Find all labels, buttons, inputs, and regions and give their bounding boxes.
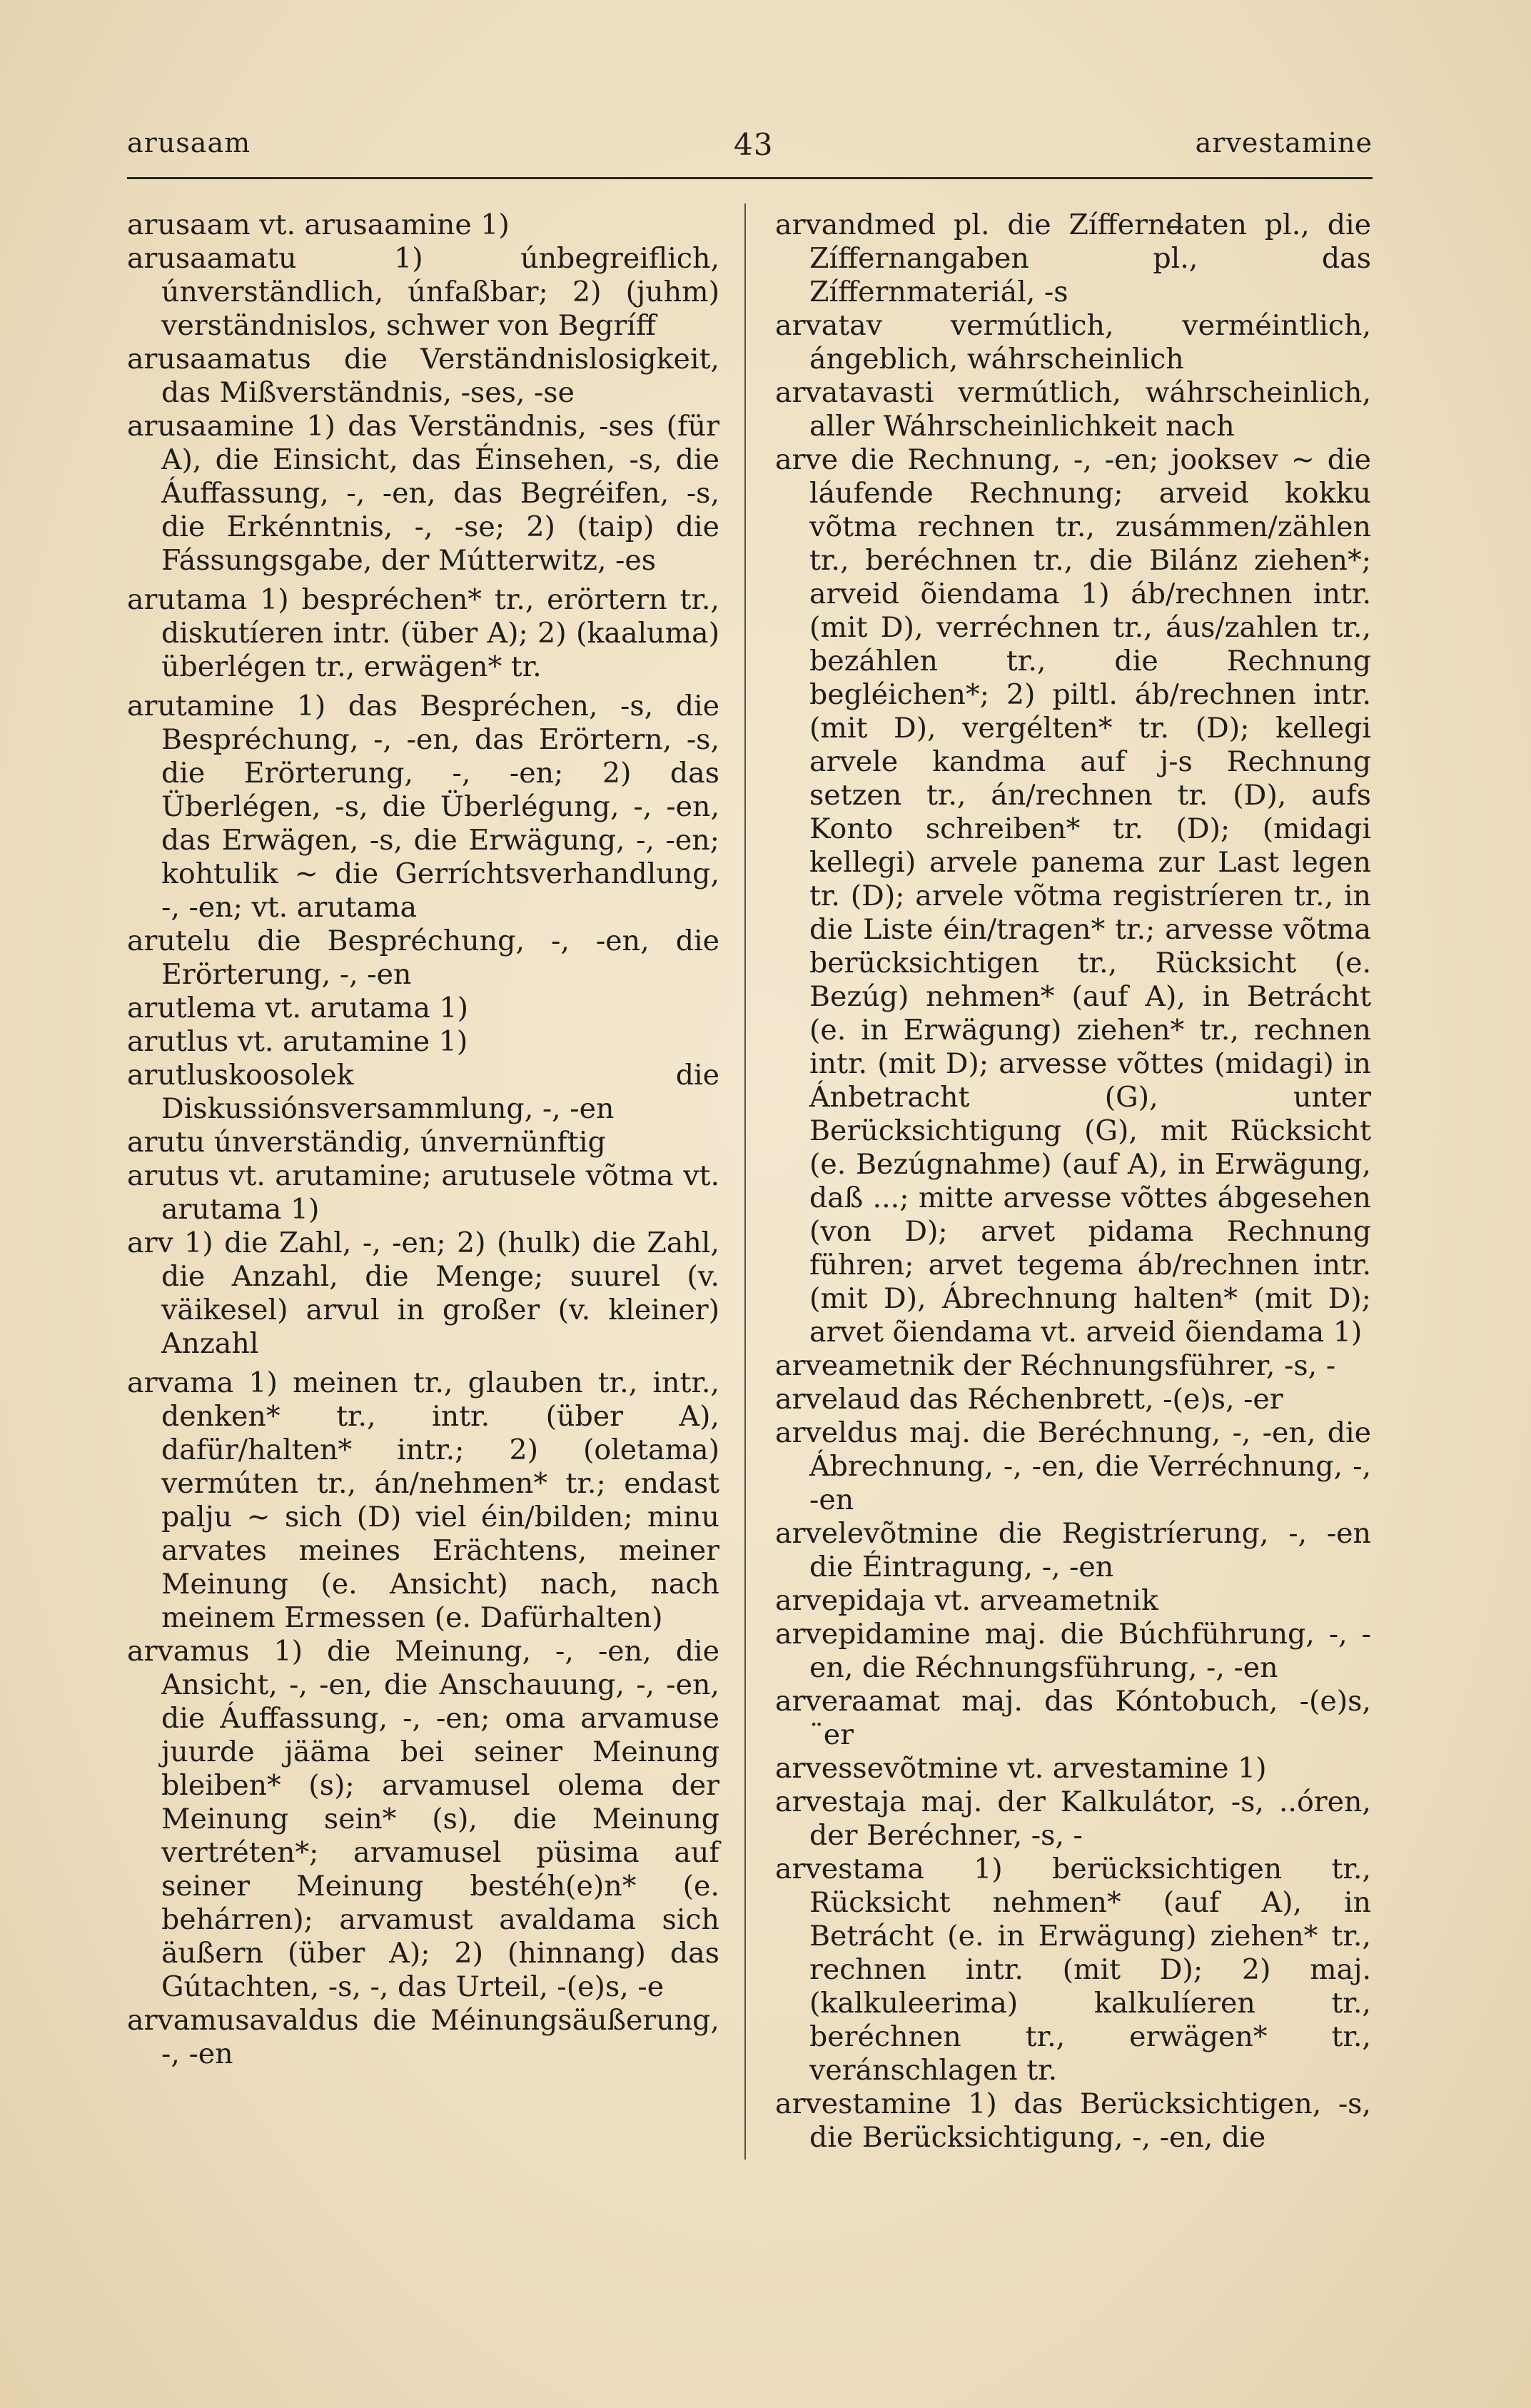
dictionary-entry: arutlus vt. arutamine 1) <box>127 1025 468 1058</box>
dictionary-entry: arvestaja maj. der Kalkulátor, -s, ..óren, der Beréchner, -s, - <box>775 1785 1371 1852</box>
dictionary-entry: arutluskoosolek die Diskussiónsversammlung, -, -en <box>127 1059 719 1125</box>
dictionary-entry: arvestama 1) berücksichtigen tr., Rücksicht nehmen* (auf A), in Betrácht (e. in Erwägung) ziehen* tr., rechnen intr. (mit D); 2) maj. (kalkuleerima) kalkulíeren tr., beréchnen tr., erwägen* tr., veránschlagen tr. <box>775 1853 1371 2087</box>
left-column <box>127 208 719 2071</box>
dictionary-entry: arvepidamine maj. die Búchführung, -, -en, die Réchnungsführung, -, -en <box>775 1618 1371 1684</box>
dictionary-entry: arutamine 1) das Bespréchen, -s, die Bespréchung, -, -en, das Erörtern, -s, die Erörterung, -, -en; 2) das Überlégen, -s, die Überlégung, -, -en, das Erwägen, -s, die Erwägung, -, -en; kohtulik ~ die Gerríchtsverhandlung, -, -en; vt. arutama <box>127 690 719 924</box>
dictionary-entry: arutama 1) bespréchen* tr., erörtern tr., diskutíeren intr. (über A); 2) (kaaluma) überlégen tr., erwägen* tr. <box>127 583 719 683</box>
dictionary-entry: arvama 1) meinen tr., glauben tr., intr., denken* tr., intr. (über A), dafür/halten* intr.; 2) (oletama) vermúten tr., án/nehmen* tr.; endast palju ~ sich (D) viel éin/bilden; minu arvates meines Erächtens, meiner Meinung (e. Ansicht) nach, nach meinem Ermessen (e. Dafürhalten) <box>127 1366 719 1634</box>
dictionary-entry: arvepidaja vt. arveametnik <box>775 1584 1158 1617</box>
dictionary-entry: arutus vt. arutamine; arutusele võtma vt. arutama 1) <box>127 1159 719 1226</box>
dictionary-entry: arutlema vt. arutama 1) <box>127 992 469 1024</box>
dictionary-entry: arusaam vt. arusaamine 1) <box>127 208 510 241</box>
dictionary-entry: arveldus maj. die Beréchnung, -, -en, die Ábrechnung, -, -en, die Verréchnung, -, -en <box>775 1416 1371 1516</box>
dictionary-entry: arvestamine 1) das Berücksichtigen, -s, die Berücksichtigung, -, -en, die <box>775 2087 1371 2154</box>
dictionary-entry: arusaamatu 1) únbegreiflich, únverständlich, únfaßbar; 2) (juhm) verständnislos, schwer von Begríff <box>127 242 719 342</box>
page-number: 43 <box>734 127 774 162</box>
dictionary-entry: arvessevõtmine vt. arvestamine 1) <box>775 1752 1267 1785</box>
dictionary-entry: arvelevõtmine die Registríerung, -, -en die Éintragung, -, -en <box>775 1517 1371 1583</box>
dictionary-entry: arutu únverständig, únvernünftig <box>127 1126 606 1159</box>
dictionary-entry: arvatavasti vermútlich, wáhrscheinlich, aller Wáhrscheinlichkeit nach <box>775 376 1371 443</box>
running-head-left: arusaam <box>127 127 251 158</box>
dictionary-entry: arusaamine 1) das Verständnis, -ses (für A), die Einsicht, das Éinsehen, -s, die Áuffassung, -, -en, das Begréifen, -s, die Erkénntnis, -, -se; 2) (taip) die Fássungsgabe, der Mútterwitz, -es <box>127 410 719 577</box>
header-rule <box>127 177 1373 179</box>
dictionary-entry: arveraamat maj. das Kóntobuch, -(e)s, ¨er <box>775 1685 1371 1751</box>
dictionary-entry: arusaamatus die Verständnislosigkeit, das Mißverständnis, -ses, -se <box>127 343 719 409</box>
running-head-right: arvestamine <box>1195 127 1373 158</box>
column-divider <box>744 203 746 2160</box>
dictionary-entry: arvatav vermútlich, verméintlich, ángeblich, wáhrscheinlich <box>775 309 1371 376</box>
right-column <box>775 208 1371 2155</box>
dictionary-entry: arveametnik der Réchnungsführer, -s, - <box>775 1349 1336 1382</box>
dictionary-entry: arvelaud das Réchenbrett, -(e)s, -er <box>775 1383 1283 1416</box>
dictionary-entry: arve die Rechnung, -, -en; jooksev ~ die láufende Rechnung; arveid kokku võtma rechnen tr., zusámmen/zählen tr., beréchnen tr., die Bilánz ziehen*; arveid õiendama 1) áb/rechnen intr. (mit D), verréchnen tr., áus/zahlen tr., bezáhlen tr., die Rechnung begléichen*; 2) piltl. áb/rechnen intr. (mit D), vergélten* tr. (D); kellegi arvele kandma auf j-s Rechnung setzen tr., án/rechnen tr. (D), aufs Konto schreiben* tr. (D); (midagi kellegi) arvele panema zur Last legen tr. (D); arvele võtma registríeren tr., in die Liste éin/tragen* tr.; arvesse võtma berücksichtigen tr., Rücksicht (e. Bezúg) nehmen* (auf A), in Betrácht (e. in Erwägung) ziehen* tr., rechnen intr. (mit D); arvesse võttes (midagi) in Ánbetracht (G), unter Berücksichtigung (G), mit Rücksicht (e. Bezúgnahme) (auf A), in Erwägung, daß ...; mitte arvesse võttes ábgesehen (von D); arvet pidama Rechnung führen; arvet tegema áb/rechnen intr. (mit D), Ábrechnung halten* (mit D); arvet õiendama vt. arveid õiendama 1) <box>775 443 1371 1349</box>
dictionary-entry: arv 1) die Zahl, -, -en; 2) (hulk) die Zahl, die Anzahl, die Menge; suurel (v. väikesel) arvul in großer (v. kleiner) Anzahl <box>127 1226 719 1360</box>
dictionary-entry: arvamusavaldus die Méinungsäußerung, -, -en <box>127 2004 719 2070</box>
dictionary-entry: arutelu die Bespréchung, -, -en, die Erörterung, -, -en <box>127 925 719 991</box>
dictionary-entry: arvandmed pl. die Zíffernd̶aten pl., die Zíffernangaben pl., das Zíffernmateriál, -s <box>775 208 1371 308</box>
dictionary-entry: arvamus 1) die Meinung, -, -en, die Ansicht, -, -en, die Anschauung, -, -en, die Áuffassung, -, -en; oma arvamuse juurde jääma bei seiner Meinung bleiben* (s); arvamusel olema der Meinung sein* (s), die Meinung vertréten*; arvamusel püsima auf seiner Meinung bestéh(e)n* (e. behárren); arvamust avaldama sich äußern (über A); 2) (hinnang) das Gútachten, -s, -, das Urteil, -(e)s, -e <box>127 1635 719 2003</box>
